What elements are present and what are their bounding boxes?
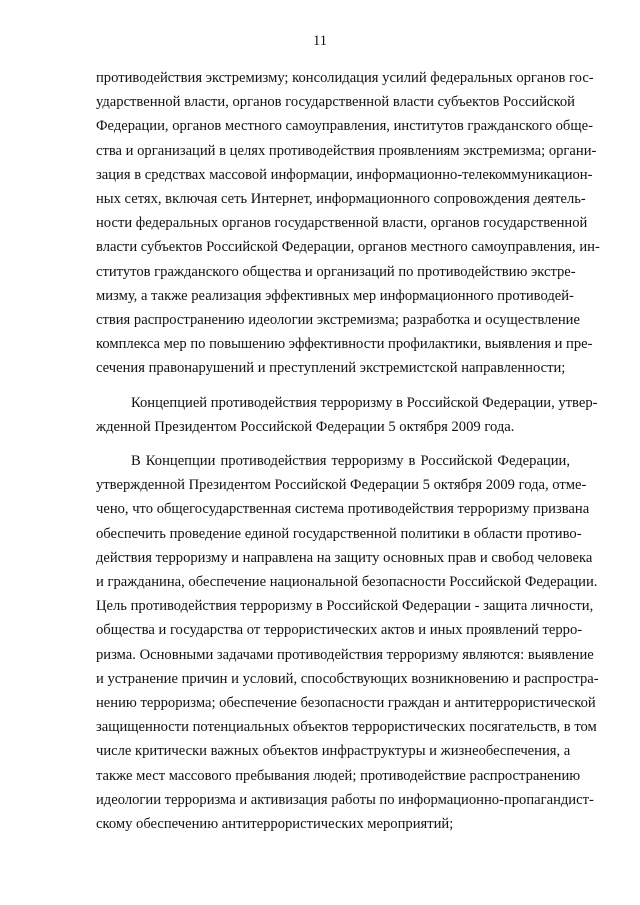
text-line: ститутов гражданского общества и организаций по противодействию экстре- <box>96 263 576 280</box>
text-line: ных сетях, включая сеть Интернет, информационного сопровождения деятель- <box>96 191 586 207</box>
text-line: утвержденной Президентом Российской Федерации 5 октября 2009 года, отме- <box>96 477 587 494</box>
text-line: ства и организаций в целях противодействия проявлениям экстремизма; органи- <box>96 142 597 159</box>
text-line: чено, что общегосударственная система противодействия терроризму призвана <box>96 501 590 518</box>
text-line: общества и государства от террористических актов и иных проявлений терро- <box>96 622 583 639</box>
text-line: ризма. Основными задачами противодействия терроризму являются: выявление <box>96 646 594 663</box>
text-line: защищенности потенциальных объектов террористических посягательств, в том <box>96 719 597 736</box>
text-line: сечения правонарушений и преступлений экстремистской направленности; <box>96 360 566 377</box>
text-line: противодействия экстремизму; консолидация усилий федеральных органов гос- <box>96 70 594 86</box>
text-line: власти субъектов Российской Федерации, органов местного самоуправления, ин- <box>96 239 600 256</box>
text-line: скому обеспечению антитеррористических мероприятий; <box>96 816 454 832</box>
text-line: зация в средствах массовой информации, информационно-телекоммуникацион- <box>96 166 593 183</box>
text-line: и устранение причин и условий, способствующих возникновению и распростра- <box>96 670 599 687</box>
text-line: обеспечить проведение единой государственной политики в области противо- <box>96 525 582 542</box>
text-line: идеологии терроризма и активизация работы по информационно-пропагандист- <box>96 791 594 808</box>
text-line: числе критически важных объектов инфраструктуры и жизнеобеспечения, а <box>96 743 571 760</box>
text-line: и гражданина, обеспечение национальной безопасности Российской Федерации. <box>96 574 598 590</box>
text-line: ударственной власти, органов государственной власти субъектов Российской <box>96 94 575 111</box>
text-line: комплекса мер по повышению эффективности профилактики, выявления и пре- <box>96 336 593 353</box>
text-line: ности федеральных органов государственной власти, органов государственной <box>96 215 588 232</box>
text-line: нению терроризма; обеспечение безопасности граждан и антитеррористической <box>96 695 596 711</box>
text-line: мизму, а также реализация эффективных мер информационного противодей- <box>96 287 574 304</box>
text-line: В Концепции противодействия терроризму в Российской Федерации, <box>131 453 570 469</box>
text-line: Цель противодействия терроризму в Российской Федерации - защита личности, <box>96 598 594 615</box>
text-line: действия терроризму и направлена на защиту основных прав и свобод человека <box>96 549 593 566</box>
text-line: также мест массового пребывания людей; противодействие распространению <box>96 767 581 784</box>
page-number: 11 <box>313 33 327 49</box>
text-line: Федерации, органов местного самоуправления, институтов гражданского обще- <box>96 118 593 135</box>
text-line: ствия распространению идеологии экстремизма; разработка и осуществление <box>96 312 580 328</box>
text-line: жденной Президентом Российской Федерации 5 октября 2009 года. <box>96 418 515 435</box>
text-line: Концепцией противодействия терроризму в Российской Федерации, утвер- <box>131 394 598 411</box>
